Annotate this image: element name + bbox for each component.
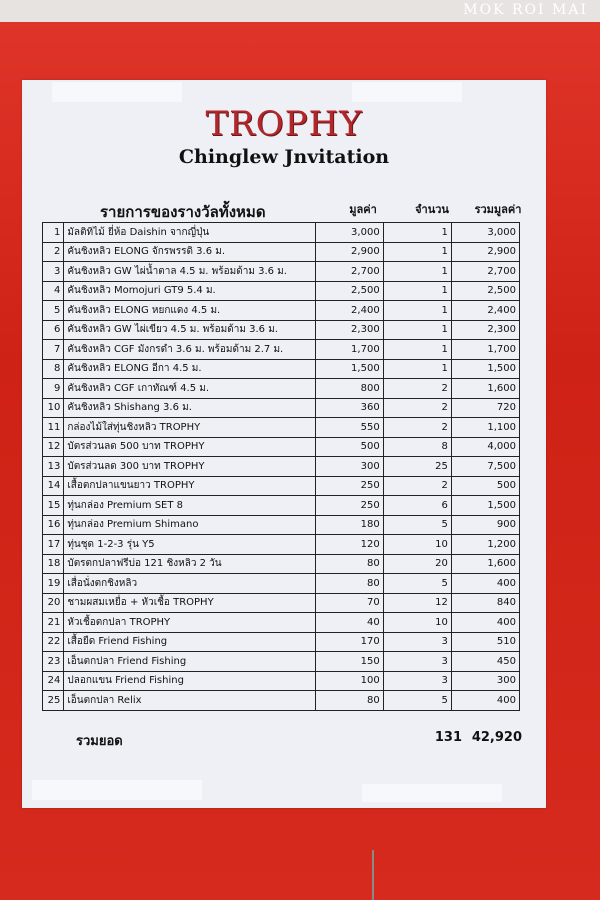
table-row [43, 359, 520, 379]
row-number: 8 [43, 359, 64, 379]
table-header [22, 200, 546, 220]
summary-quantity: 131 [434, 730, 462, 745]
column-value-header: มูลค่า [349, 203, 377, 216]
prize-name: กล่องไม้ใส่ทุ่นชิงหลิว TROPHY [64, 418, 315, 438]
prize-total: 400 [451, 691, 519, 711]
prize-value: 250 [315, 496, 383, 516]
prize-quantity: 3 [383, 652, 451, 672]
prize-name: เอ็นตกปลา Friend Fishing [64, 652, 315, 672]
prize-name: ทุ่นชุด 1-2-3 รุ่น Y5 [64, 535, 315, 555]
table-row [43, 418, 520, 438]
table-row [43, 301, 520, 321]
prize-value: 150 [315, 652, 383, 672]
prize-table [42, 222, 520, 711]
prize-name: เสื้อตกปลาแขนยาว TROPHY [64, 476, 315, 496]
prize-name: หัวเชื้อตกปลา TROPHY [64, 613, 315, 633]
prize-name: คันชิงหลิว Shishang 3.6 ม. [64, 398, 315, 418]
prize-total: 400 [451, 574, 519, 594]
prize-quantity: 2 [383, 476, 451, 496]
prize-quantity: 10 [383, 613, 451, 633]
table-row [43, 632, 520, 652]
summary-row [22, 730, 546, 750]
table-row [43, 281, 520, 301]
prize-name: คันชิงหลิว GW ไผ่เขียว 4.5 ม. พร้อมด้าม 3.6 ม. [64, 320, 315, 340]
tape-strip [52, 82, 182, 102]
row-number: 4 [43, 281, 64, 301]
list-heading: รายการของรางวัลทั้งหมด [100, 203, 266, 221]
prize-name: คันชิงหลิว CGF มังกรดำ 3.6 ม. พร้อมด้าม 2.7 ม. [64, 340, 315, 360]
prize-quantity: 1 [383, 223, 451, 243]
prize-quantity: 2 [383, 398, 451, 418]
prize-name: คันชิงหลิว GW ไผ่น้ำตาล 4.5 ม. พร้อมด้าม 3.6 ม. [64, 262, 315, 282]
prize-total: 1,500 [451, 359, 519, 379]
row-number: 6 [43, 320, 64, 340]
prize-value: 70 [315, 593, 383, 613]
row-number: 23 [43, 652, 64, 672]
prize-name: คันชิงหลิว ELONG หยกแดง 4.5 ม. [64, 301, 315, 321]
prize-name: ทุ่นกล่อง Premium Shimano [64, 515, 315, 535]
tape-strip [32, 780, 202, 800]
table-row [43, 223, 520, 243]
prize-value: 120 [315, 535, 383, 555]
table-row [43, 613, 520, 633]
poster-title: TROPHY [205, 104, 363, 144]
table-row [43, 496, 520, 516]
prize-value: 170 [315, 632, 383, 652]
prize-quantity: 1 [383, 262, 451, 282]
prize-value: 1,700 [315, 340, 383, 360]
prize-poster [22, 80, 546, 808]
prize-value: 1,500 [315, 359, 383, 379]
prize-total: 1,600 [451, 554, 519, 574]
table-row [43, 554, 520, 574]
prize-total: 1,600 [451, 379, 519, 399]
prize-value: 80 [315, 574, 383, 594]
row-number: 24 [43, 671, 64, 691]
row-number: 2 [43, 242, 64, 262]
prize-quantity: 10 [383, 535, 451, 555]
row-number: 1 [43, 223, 64, 243]
prize-quantity: 25 [383, 457, 451, 477]
prize-value: 40 [315, 613, 383, 633]
prize-quantity: 5 [383, 515, 451, 535]
prize-quantity: 2 [383, 379, 451, 399]
prize-name: คันชิงหลิว ELONG จักรพรรดิ 3.6 ม. [64, 242, 315, 262]
table-row [43, 262, 520, 282]
table-row [43, 535, 520, 555]
table-row [43, 476, 520, 496]
table-row [43, 320, 520, 340]
row-number: 16 [43, 515, 64, 535]
prize-value: 300 [315, 457, 383, 477]
prize-total: 4,000 [451, 437, 519, 457]
table-row [43, 242, 520, 262]
prize-quantity: 1 [383, 320, 451, 340]
prize-value: 360 [315, 398, 383, 418]
table-row [43, 691, 520, 711]
summary-total: 42,920 [471, 730, 522, 745]
prize-total: 1,500 [451, 496, 519, 516]
prize-total: 3,000 [451, 223, 519, 243]
tape-strip [352, 82, 462, 102]
prize-total: 2,500 [451, 281, 519, 301]
prize-quantity: 8 [383, 437, 451, 457]
row-number: 11 [43, 418, 64, 438]
table-row [43, 671, 520, 691]
row-number: 19 [43, 574, 64, 594]
prize-quantity: 1 [383, 359, 451, 379]
column-quantity-header: จำนวน [415, 203, 449, 216]
row-number: 13 [43, 457, 64, 477]
row-number: 10 [43, 398, 64, 418]
prize-total: 720 [451, 398, 519, 418]
table-row [43, 437, 520, 457]
watermark: MOK ROI MAI [463, 2, 588, 18]
row-number: 15 [43, 496, 64, 516]
prize-value: 550 [315, 418, 383, 438]
prize-name: บัตรตกปลาฟรีบ่อ 121 ชิงหลิว 2 วัน [64, 554, 315, 574]
prize-quantity: 6 [383, 496, 451, 516]
wire-hook [372, 850, 382, 900]
prize-name: ทุ่นกล่อง Premium SET 8 [64, 496, 315, 516]
prize-total: 300 [451, 671, 519, 691]
prize-name: เอ็นตกปลา Relix [64, 691, 315, 711]
prize-total: 1,700 [451, 340, 519, 360]
prize-quantity: 12 [383, 593, 451, 613]
prize-quantity: 3 [383, 671, 451, 691]
prize-value: 2,900 [315, 242, 383, 262]
prize-total: 2,900 [451, 242, 519, 262]
table-row [43, 379, 520, 399]
prize-quantity: 3 [383, 632, 451, 652]
prize-value: 180 [315, 515, 383, 535]
prize-quantity: 1 [383, 242, 451, 262]
prize-value: 2,300 [315, 320, 383, 340]
table-row [43, 652, 520, 672]
row-number: 5 [43, 301, 64, 321]
prize-name: เสื้อยืด Friend Fishing [64, 632, 315, 652]
column-total-header: รวมมูลค่า [474, 203, 522, 216]
table-row [43, 398, 520, 418]
row-number: 17 [43, 535, 64, 555]
row-number: 7 [43, 340, 64, 360]
prize-total: 2,300 [451, 320, 519, 340]
prize-name: บัตรส่วนลด 300 บาท TROPHY [64, 457, 315, 477]
prize-total: 7,500 [451, 457, 519, 477]
prize-value: 250 [315, 476, 383, 496]
prize-name: เสื่อนั่งตกชิงหลิว [64, 574, 315, 594]
prize-name: คันชิงหลิว ELONG อีกา 4.5 ม. [64, 359, 315, 379]
prize-quantity: 1 [383, 340, 451, 360]
table-row [43, 515, 520, 535]
prize-total: 400 [451, 613, 519, 633]
row-number: 21 [43, 613, 64, 633]
row-number: 12 [43, 437, 64, 457]
poster-subtitle: Chinglew Jnvitation [178, 146, 390, 168]
prize-total: 1,200 [451, 535, 519, 555]
prize-total: 840 [451, 593, 519, 613]
prize-quantity: 1 [383, 301, 451, 321]
prize-quantity: 5 [383, 691, 451, 711]
prize-name: มัลติทิไม้ ยี่ห้อ Daishin จากญี่ปุ่น [64, 223, 315, 243]
row-number: 3 [43, 262, 64, 282]
prize-total: 500 [451, 476, 519, 496]
tape-strip [362, 784, 502, 802]
row-number: 18 [43, 554, 64, 574]
prize-total: 510 [451, 632, 519, 652]
row-number: 22 [43, 632, 64, 652]
row-number: 25 [43, 691, 64, 711]
prize-name: ชามผสมเหยื่อ + หัวเชื้อ TROPHY [64, 593, 315, 613]
table-row [43, 574, 520, 594]
prize-quantity: 20 [383, 554, 451, 574]
row-number: 14 [43, 476, 64, 496]
prize-quantity: 2 [383, 418, 451, 438]
table-row [43, 457, 520, 477]
row-number: 20 [43, 593, 64, 613]
prize-value: 2,400 [315, 301, 383, 321]
prize-quantity: 5 [383, 574, 451, 594]
prize-quantity: 1 [383, 281, 451, 301]
prize-total: 900 [451, 515, 519, 535]
prize-value: 2,500 [315, 281, 383, 301]
prize-value: 800 [315, 379, 383, 399]
prize-name: คันชิงหลิว CGF เกาทัณฑ์ 4.5 ม. [64, 379, 315, 399]
prize-total: 2,700 [451, 262, 519, 282]
prize-value: 80 [315, 691, 383, 711]
table-row [43, 340, 520, 360]
prize-total: 450 [451, 652, 519, 672]
prize-value: 3,000 [315, 223, 383, 243]
prize-total: 1,100 [451, 418, 519, 438]
table-row [43, 593, 520, 613]
row-number: 9 [43, 379, 64, 399]
prize-name: บัตรส่วนลด 500 บาท TROPHY [64, 437, 315, 457]
summary-label: รวมยอด [76, 734, 123, 749]
prize-value: 2,700 [315, 262, 383, 282]
prize-name: คันชิงหลิว Momojuri GT9 5.4 ม. [64, 281, 315, 301]
prize-value: 100 [315, 671, 383, 691]
prize-value: 80 [315, 554, 383, 574]
prize-total: 2,400 [451, 301, 519, 321]
prize-value: 500 [315, 437, 383, 457]
prize-name: ปลอกแขน Friend Fishing [64, 671, 315, 691]
